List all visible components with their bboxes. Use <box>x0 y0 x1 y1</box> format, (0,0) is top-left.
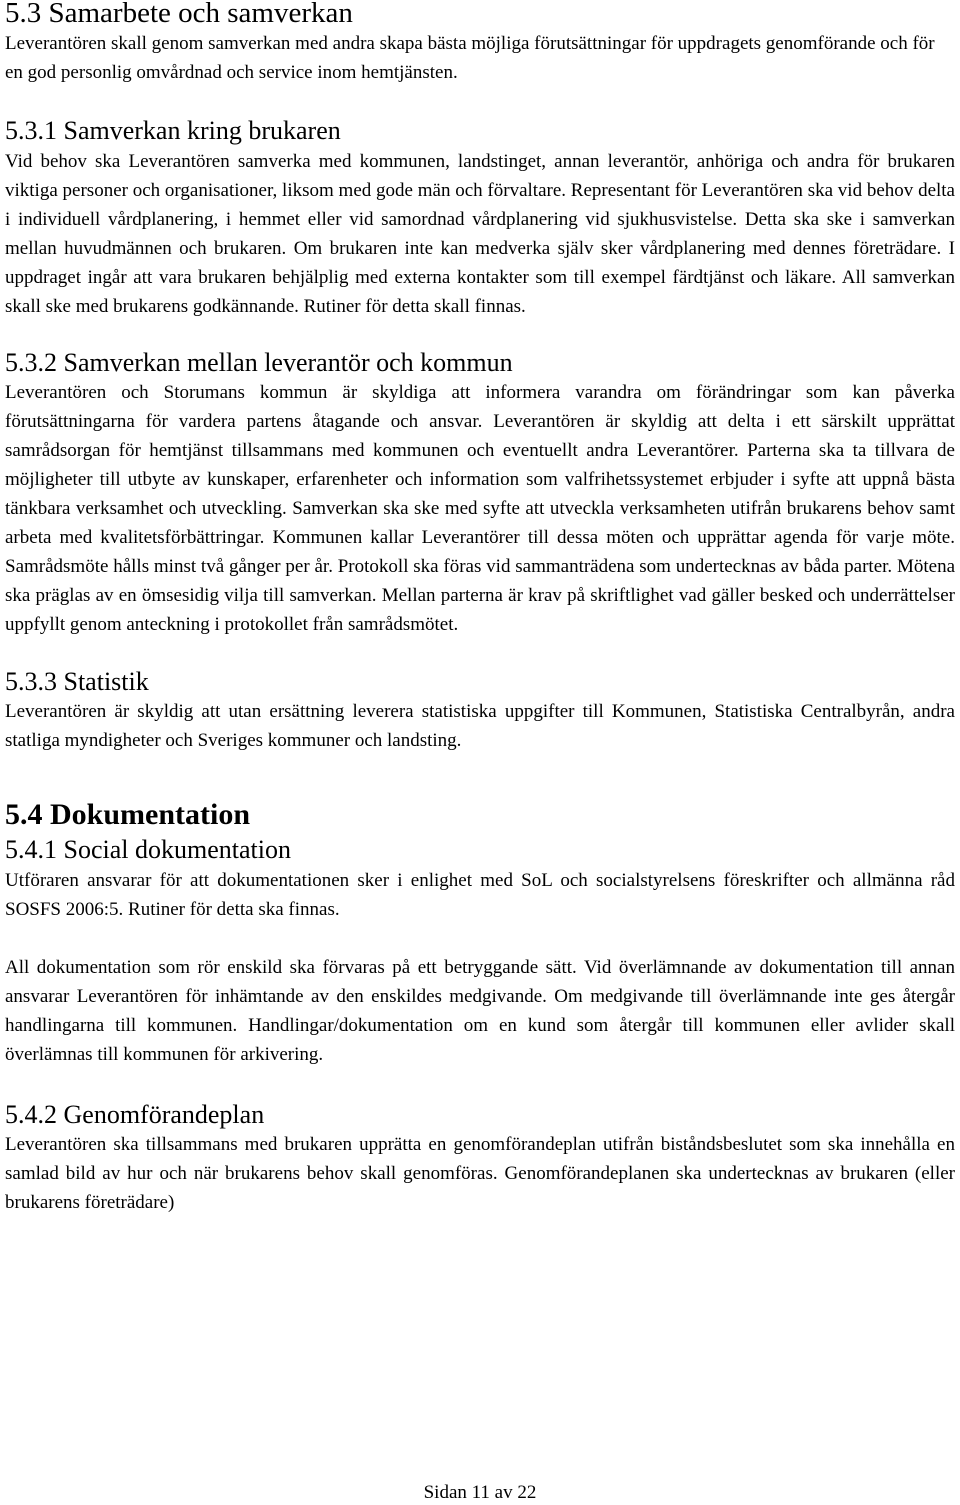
document-page <box>5 0 955 1217</box>
section-body-5-4-2: Leverantören ska tillsammans med brukaren upprätta en genomförandeplan utifrån biståndsbeslutet som ska innehålla en samlad bild av hur och när brukarens behov skall genomföras. Genomförandeplanen ska undertecknas av brukaren (eller brukarens företrädare) <box>5 1134 955 1213</box>
page-number: Sidan 11 av 22 <box>423 1482 537 1503</box>
section-body-5-3-2: Leverantören och Storumans kommun är skyldiga att informera varandra om förändringar som kan påverka förutsättningarna för vardera partens åtagande och ansvar. Leverantören är skyldig att delta i ett särskilt upprättat samrådsorgan för hemtjänst tillsammans med kommunen och eventuellt andra Leverantörer. Parterna ska ta tillvara de möjligheter till utbyte av kunskaper, erfarenheter och information som valfrihetssystemet erbjuder i syfte att uppnå bästa tänkbara verksamhet och utveckling. Samverkan ska ske med syfte att utveckla verksamheten utifrån brukarens behov samt arbeta med kvalitetsförbättringar. Kommunen kallar Leverantörer till dessa möten och upprättar agenda för varje möte. Samrådsmöte hålls minst två gånger per år. Protokoll ska föras vid sammanträdena som undertecknas av båda parter. Mötena ska präglas av en ömsesidig vilja till samverkan. Mellan parterna är krav på skriftlighet vad gäller besked och underrättelser uppfyllt genom anteckning i protokollet från samrådsmötet. <box>5 382 955 635</box>
section-body-5-3-1: Vid behov ska Leverantören samverka med kommunen, landstinget, annan leverantör, anhöriga och andra för brukaren viktiga personer och organisationer, liksom med gode män och förvaltare. Representant för Leverantören ska vid behov delta i individuell vårdplanering, i hemmet eller vid samordnad vårdplanering vid sjukhusvistelse. Detta ska ske i samverkan mellan huvudmännen och brukaren. Om brukaren inte kan medverka själv sker vårdplanering med dennes företrädare. I uppdraget ingår att vara brukaren behjälplig med externa kontakter som till exempel färdtjänst och läkare. All samverkan skall ske med brukarens godkännande. Rutiner för detta skall finnas. <box>5 151 955 317</box>
section-body-5-4-1-b: All dokumentation som rör enskild ska förvaras på ett betryggande sätt. Vid överlämnande av dokumentation till annan ansvarar Leverantören för inhämtande av den enskildes medgivande. Om medgivande till överlämnande inte ges återgår handlingarna till kommunen. Handlingar/dokumentation om en kund som återgår till kommunen eller avlider skall överlämnas till kommunen för arkivering. <box>5 957 955 1065</box>
section-body-5-3-3: Leverantören är skyldig att utan ersättning leverera statistiska uppgifter till Kommunen, Statistiska Centralbyrån, andra statliga myndigheter och Sveriges kommuner och landsting. <box>5 701 955 751</box>
section-heading-5-4-2: 5.4.2 Genomförandeplan <box>5 1100 265 1129</box>
section-body-5-4-1-a: Utföraren ansvarar för att dokumentationen sker i enlighet med SoL och socialstyrelsens föreskrifter och allmänna råd SOSFS 2006:5. Rutiner för detta ska finnas. <box>5 870 955 920</box>
section-heading-5-3: 5.3 Samarbete och samverkan <box>5 0 353 29</box>
section-body-5-3: Leverantören skall genom samverkan med andra skapa bästa möjliga förutsättningar för uppdragets genomförande och för en god personlig omvårdnad och service inom hemtjänsten. <box>5 33 935 83</box>
section-heading-5-4: 5.4 Dokumentation <box>5 798 251 831</box>
section-heading-5-4-1: 5.4.1 Social dokumentation <box>5 835 291 864</box>
section-heading-5-3-1: 5.3.1 Samverkan kring brukaren <box>5 116 341 145</box>
section-heading-5-3-2: 5.3.2 Samverkan mellan leverantör och kommun <box>5 348 513 377</box>
section-heading-5-3-3: 5.3.3 Statistik <box>5 667 149 696</box>
